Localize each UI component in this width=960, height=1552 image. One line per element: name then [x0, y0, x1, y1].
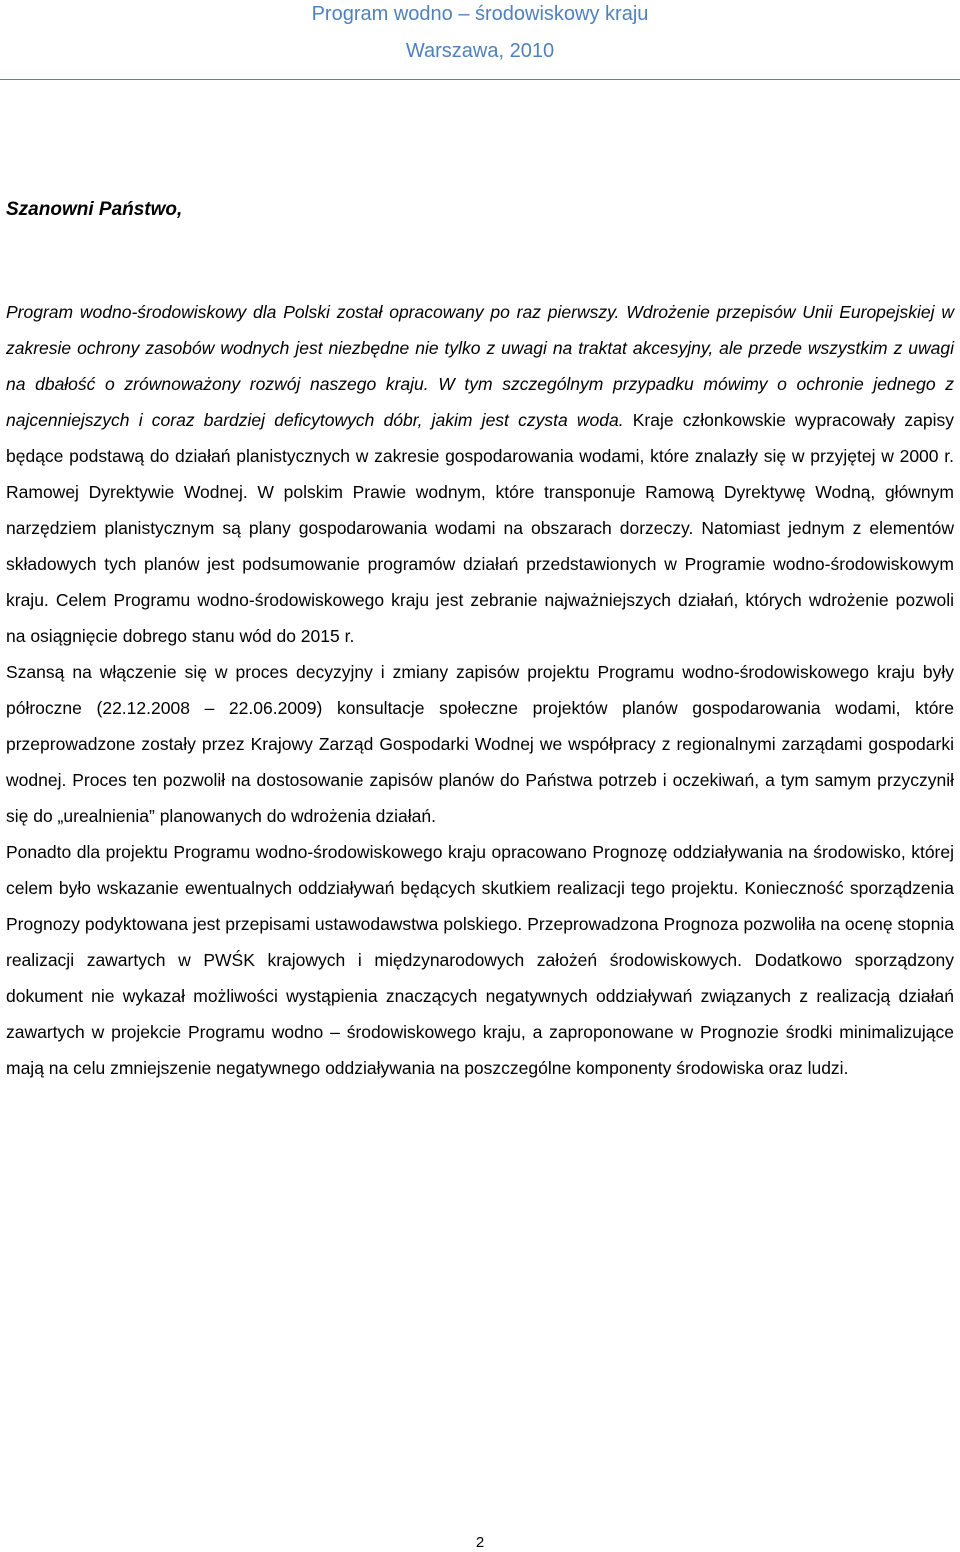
document-title: Program wodno – środowiskowy kraju [311, 3, 649, 25]
paragraph-2: Szansą na włączenie się w proces decyzyjny i zmiany zapisów projektu Programu wodno-środowiskowego kraju były półroczne (22.12.2008 – 22.06.2009) konsultacje społeczne projektów planów gospodarowania wodami, które przeprowadzone zostały przez Krajowy Zarząd Gospodarki Wodnej we współpracy z regionalnymi zarządami gospodarki wodnej. Proces ten pozwolił na dostosowanie zapisów planów do Państwa potrzeb i oczekiwań, a tym samym przyczynił się do „urealnienia” planowanych do wdrożenia działań. [6, 662, 954, 826]
paragraph-1 [6, 294, 954, 654]
page-number: 2 [475, 1534, 485, 1551]
paragraph-1-italic-part: Program wodno-środowiskowy dla Polski został opracowany po raz pierwszy. Wdrożenie przepisów Unii Europejskiej w zakresie ochrony zasobów wodnych jest niezbędne nie tylko z uwagi na traktat akcesyjny, ale przede wszystkim z uwagi na dbałość o zrównoważony rozwój naszego kraju. W tym szczególnym przypadku mówimy o ochronie jednego z najcenniejszych i coraz bardziej deficytowych dóbr, jakim jest czysta woda. [6, 302, 954, 430]
paragraph-1-normal-part: Kraje członkowskie wypracowały zapisy będące podstawą do działań planistycznych w zakresie gospodarowania wodami, które znalazły się w przyjętej w 2000 r. Ramowej Dyrektywie Wodnej. W polskim Prawie wodnym, które transponuje Ramową Dyrektywę Wodną, głównym narzędziem planistycznym są plany gospodarowania wodami na obszarach dorzeczy. Natomiast jednym z elementów składowych tych planów jest podsumowanie programów działań przedstawionych w Programie wodno-środowiskowym kraju. Celem Programu wodno-środowiskowego kraju jest zebranie najważniejszych działań, których wdrożenie pozwoli na osiągnięcie dobrego stanu wód do 2015 r. [6, 410, 955, 646]
paragraph-3: Ponadto dla projektu Programu wodno-środowiskowego kraju opracowano Prognozę oddziaływania na środowisko, której celem było wskazanie ewentualnych oddziaływań będących skutkiem realizacji tego projektu. Konieczność sporządzenia Prognozy podyktowana jest przepisami ustawodawstwa polskiego. Przeprowadzona Prognoza pozwoliła na ocenę stopnia realizacji zawartych w PWŚK krajowych i międzynarodowych założeń środowiskowych. Dodatkowo sporządzony dokument nie wykazał możliwości wystąpienia znaczących negatywnych oddziaływań związanych z realizacją działań zawartych w projekcie Programu wodno – środowiskowego kraju, a zaproponowane w Prognozie środki minimalizujące mają na celu zmniejszenie negatywnego oddziaływania na poszczególne komponenty środowiska oraz ludzi. [6, 842, 954, 1078]
document-date: Warszawa, 2010 [405, 40, 555, 62]
header-divider [0, 79, 960, 80]
page-header [0, 0, 960, 61]
salutation: Szanowni Państwo, [6, 199, 183, 220]
letter-body [6, 294, 954, 1086]
